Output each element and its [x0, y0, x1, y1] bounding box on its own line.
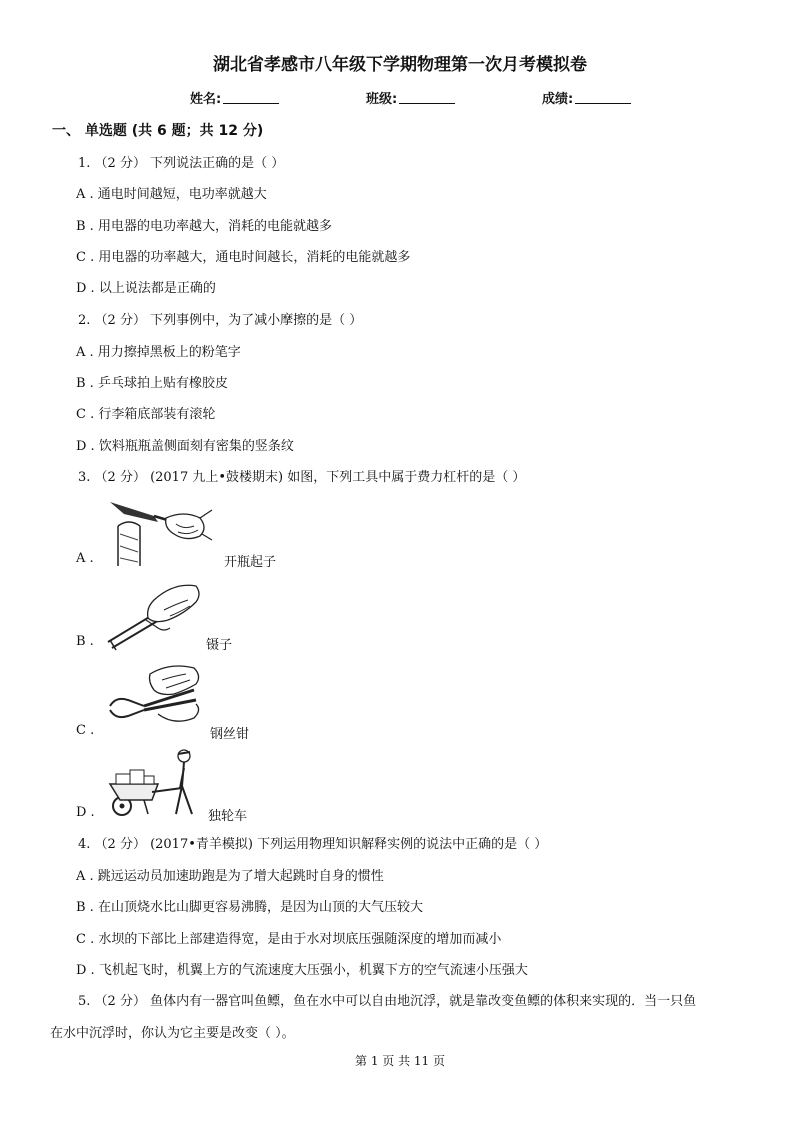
question-1-option-a: A . 通电时间越短，电功率就越大	[76, 187, 267, 202]
question-2-option-b: B . 乒乓球拍上贴有橡胶皮	[76, 376, 228, 391]
question-4-option-b: B . 在山顶烧水比山脚更容易沸腾，是因为山顶的大气压较大	[76, 900, 423, 915]
question-3-stem: 3. （2 分） (2017 九上•鼓楼期末) 如图，下列工具中属于费力杠杆的是（ ）	[78, 470, 526, 485]
wheelbarrow-illustration	[104, 744, 204, 820]
question-3-option-d-caption: 独轮车	[208, 809, 248, 824]
class-field	[366, 88, 455, 107]
score-label: 成绩:	[542, 92, 574, 107]
question-1-option-c: C . 用电器的功率越大，通电时间越长，消耗的电能就越多	[76, 250, 411, 265]
section-heading: 一、 单选题 (共 6 题；共 12 分)	[52, 123, 264, 139]
question-4-stem: 4. （2 分） (2017•青羊模拟) 下列运用物理知识解释实例的说法中正确的是（ ）	[78, 837, 548, 852]
bottle-opener-illustration	[104, 496, 214, 568]
page-number: 第 1 页 共 11 页	[355, 1054, 445, 1068]
question-3-option-c-letter: C .	[76, 723, 95, 738]
name-blank	[223, 91, 279, 104]
question-3-option-b-caption: 镊子	[206, 638, 233, 653]
name-label: 姓名:	[190, 92, 222, 107]
question-2-option-c: C . 行李箱底部装有滚轮	[76, 407, 216, 422]
score-blank	[575, 91, 631, 104]
page-title: 湖北省孝感市八年级下学期物理第一次月考模拟卷	[213, 55, 587, 75]
question-3-option-c-caption: 钢丝钳	[210, 727, 250, 742]
question-2-option-d: D . 饮料瓶瓶盖侧面刻有密集的竖条纹	[76, 439, 294, 454]
class-blank	[399, 91, 455, 104]
question-4-option-d: D . 飞机起飞时，机翼上方的气流速度大压强小，机翼下方的空气流速小压强大	[76, 963, 528, 978]
question-2-option-a: A . 用力擦掉黑板上的粉笔字	[76, 345, 241, 360]
question-4-option-a: A . 跳远运动员加速助跑是为了增大起跳时自身的惯性	[76, 869, 384, 884]
pliers-illustration	[104, 660, 204, 732]
score-field	[542, 88, 631, 107]
question-1-stem: 1. （2 分） 下列说法正确的是（ ）	[78, 156, 285, 171]
question-1-option-b: B . 用电器的电功率越大，消耗的电能就越多	[76, 219, 332, 234]
question-3-option-a-caption: 开瓶起子	[224, 555, 277, 570]
question-1-option-d: D . 以上说法都是正确的	[76, 281, 216, 296]
question-3-option-d-letter: D .	[76, 805, 95, 820]
question-3-option-a-letter: A .	[76, 551, 94, 566]
question-5-stem: 5. （2 分） 鱼体内有一器官叫鱼鳔，鱼在水中可以自由地沉浮，就是靠改变鱼鳔的体积来实现的．当一只鱼	[78, 994, 697, 1009]
question-2-stem: 2. （2 分） 下列事例中，为了减小摩擦的是（ ）	[78, 313, 363, 328]
question-5-stem-continued: 在水中沉浮时，你认为它主要是改变（ ）。	[50, 1026, 295, 1041]
tweezers-illustration	[104, 580, 204, 652]
name-field	[190, 88, 279, 107]
question-4-option-c: C . 水坝的下部比上部建造得宽，是由于水对坝底压强随深度的增加而减小	[76, 932, 502, 947]
class-label: 班级:	[366, 92, 398, 107]
question-3-option-b-letter: B .	[76, 634, 94, 649]
